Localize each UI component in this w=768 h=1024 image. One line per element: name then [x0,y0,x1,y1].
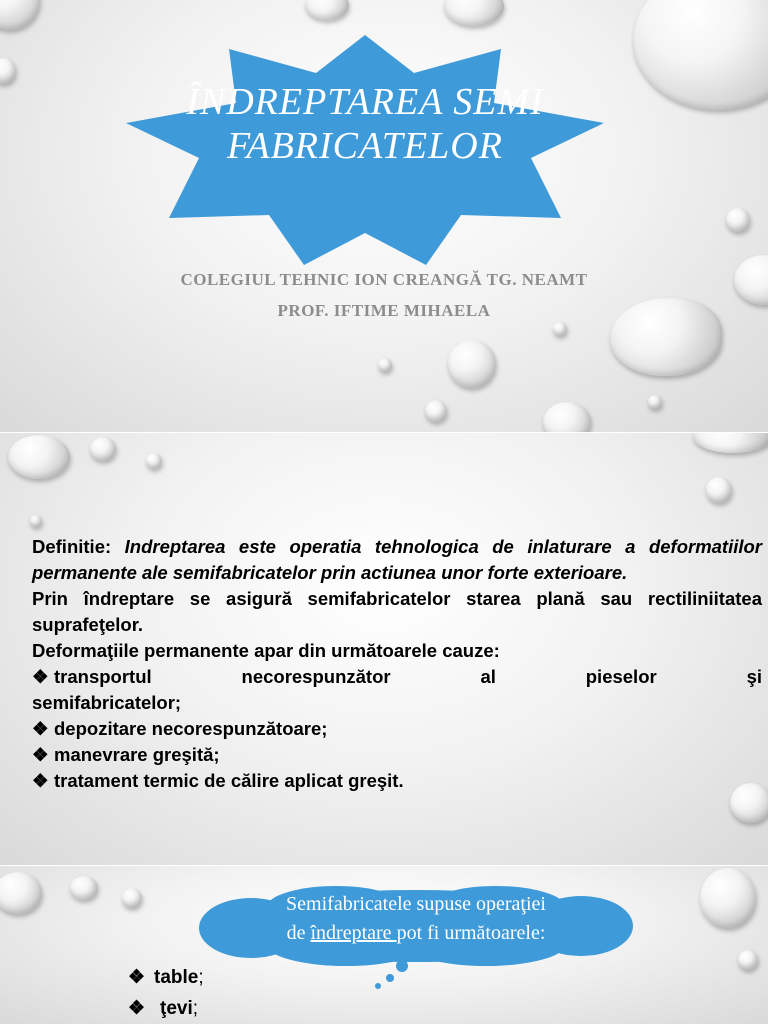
slide-semifinished-types [0,866,768,1024]
cause-text-continued: semifabricatelor; [32,692,182,713]
cause-item [32,664,762,690]
cause-text: manevrare greşită; [54,744,220,765]
school-name: COLEGIUL TEHNIC ION CREANGĂ TG. NEAMT [180,270,588,289]
water-drop [8,435,70,479]
list-item: ❖ table ; [128,962,204,993]
definition-content [32,534,762,794]
teacher-name: PROF. IFTIME MIHAELA [277,301,491,320]
slide-definition [0,433,768,865]
cause-text: depozitare necorespunzătoare; [54,718,328,739]
definition-label: Definitie: [32,536,112,557]
callout-cloud [196,886,636,986]
cause-item [32,716,762,742]
item-label: table [154,967,199,988]
water-drop [553,322,567,336]
cause-text: tratament termic de călire aplicat greşit. [54,770,404,791]
underlined-term: îndreptare [310,922,397,944]
water-drop [700,868,756,928]
water-drop [425,400,447,422]
water-drop [70,876,98,900]
diamond-bullet-icon: ❖ [128,967,146,988]
presentation-title: ÎNDREPTAREA SEMIFABRICATELOR [186,81,544,167]
water-drop [726,208,750,232]
water-drop [146,453,162,469]
definition-paragraph [32,534,762,586]
water-drop [122,888,142,908]
water-drop [378,358,392,372]
diamond-bullet-icon: ❖ [32,744,49,765]
water-drop [448,340,496,388]
callout-text [236,890,596,948]
water-drop [738,950,758,970]
diamond-bullet-icon: ❖ [128,998,146,1019]
water-drop [30,515,42,527]
flatness-paragraph: Prin îndreptare se asigură semifabricatelor starea plană sau rectiliniitatea suprafeţelor. [32,588,762,635]
title-star [126,35,604,265]
callout-line-1: Semifabricatele supuse operaţiei [286,893,546,915]
slide-title [0,0,768,432]
diamond-bullet-icon: ❖ [32,666,49,687]
list-item: ❖ ţevi ; [128,993,204,1024]
diamond-bullet-icon: ❖ [32,770,49,791]
causes-intro: Deformaţiile permanente apar din următoarele cauze: [32,640,500,661]
diamond-bullet-icon: ❖ [32,718,49,739]
semifinished-list [128,962,204,1024]
item-label: ţevi [160,998,193,1019]
definition-text: Indreptarea este operatia tehnologica de inlaturare a deformatiilor permanente ale semifabricatelor prin actiunea unor forte exterioare. [32,536,763,583]
cause-item [32,768,762,794]
water-drop [90,437,116,461]
water-drop [706,477,732,503]
water-drop [648,395,662,409]
cause-text: transportul necorespunzător al pieselor şi [54,666,762,687]
cause-item [32,742,762,768]
callout-line-2: de îndreptare pot fi următoarele: [286,922,546,944]
